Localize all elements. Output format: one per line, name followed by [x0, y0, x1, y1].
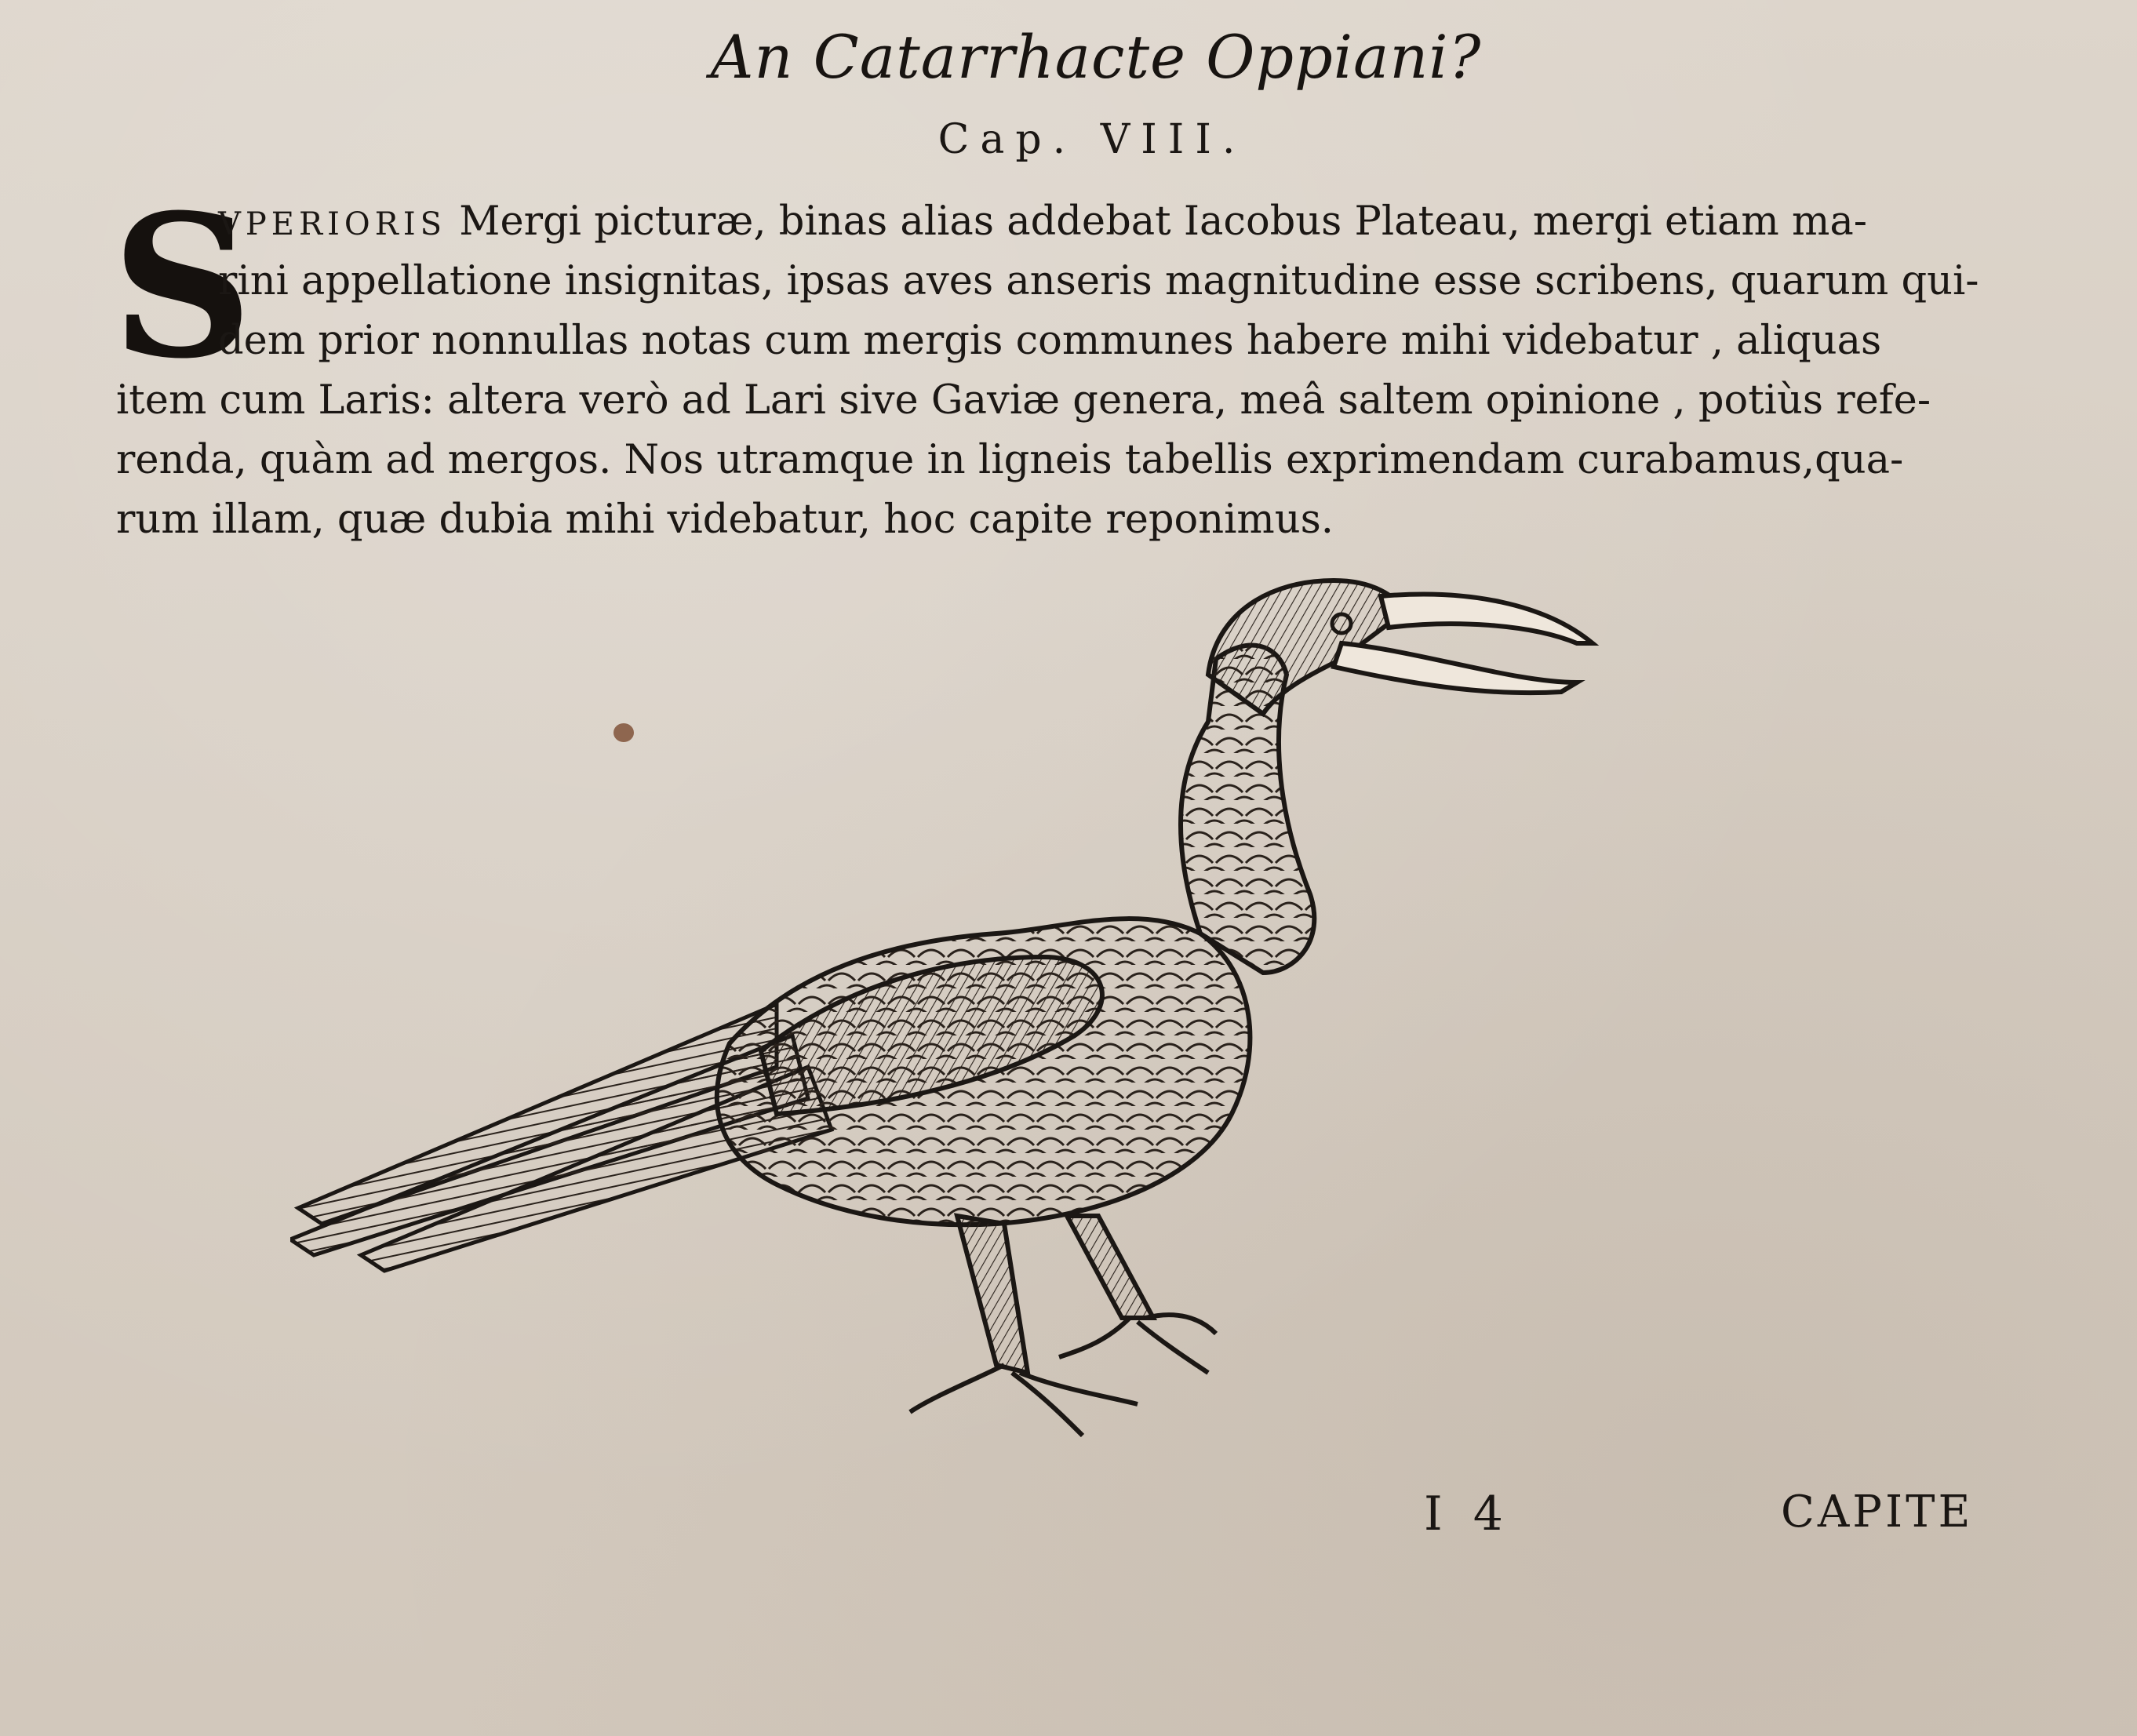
text-line-5: renda, quàm ad mergos. Nos utramque in ligneis tabellis exprimendam curabamus,qua- — [116, 437, 1904, 483]
body-paragraph — [116, 192, 1999, 550]
text-line-4: item cum Laris: altera verò ad Lari sive Gaviæ genera, meâ saltem opinione , potiùs refe- — [116, 377, 1931, 424]
catchword: CAPITE — [1781, 1487, 1974, 1538]
text-line-1 — [116, 192, 1999, 252]
text-line-6: rum illam, quæ dubia mihi videbatur, hoc capite reponimus. — [116, 497, 1334, 543]
bird-beak-lower — [1334, 643, 1577, 693]
drop-cap: S — [111, 171, 253, 402]
text-line-2: rini appellatione insignitas, ipsas aves anseris magnitudine esse scribens, quarum qui- — [218, 258, 1979, 304]
text-line-3: dem prior nonnullas notas cum mergis communes habere mihi videbatur , aliquas — [218, 318, 1882, 364]
page-title: An Catarrhacte Oppiani? — [710, 22, 1482, 92]
text-line-1-rest: Mergi picturæ, binas alias addebat Iacobus Plateau, mergi etiam ma- — [446, 198, 1867, 245]
bird-legs — [957, 1216, 1153, 1373]
woodcut-bird-illustration — [290, 565, 1624, 1483]
bird-beak-upper — [1381, 595, 1593, 644]
signature-mark: I 4 — [1424, 1487, 1511, 1541]
chapter-heading: Cap. VIII. — [937, 116, 1247, 163]
opening-smallcaps: VPERIORIS — [218, 206, 447, 242]
bird-feet — [910, 1315, 1216, 1436]
